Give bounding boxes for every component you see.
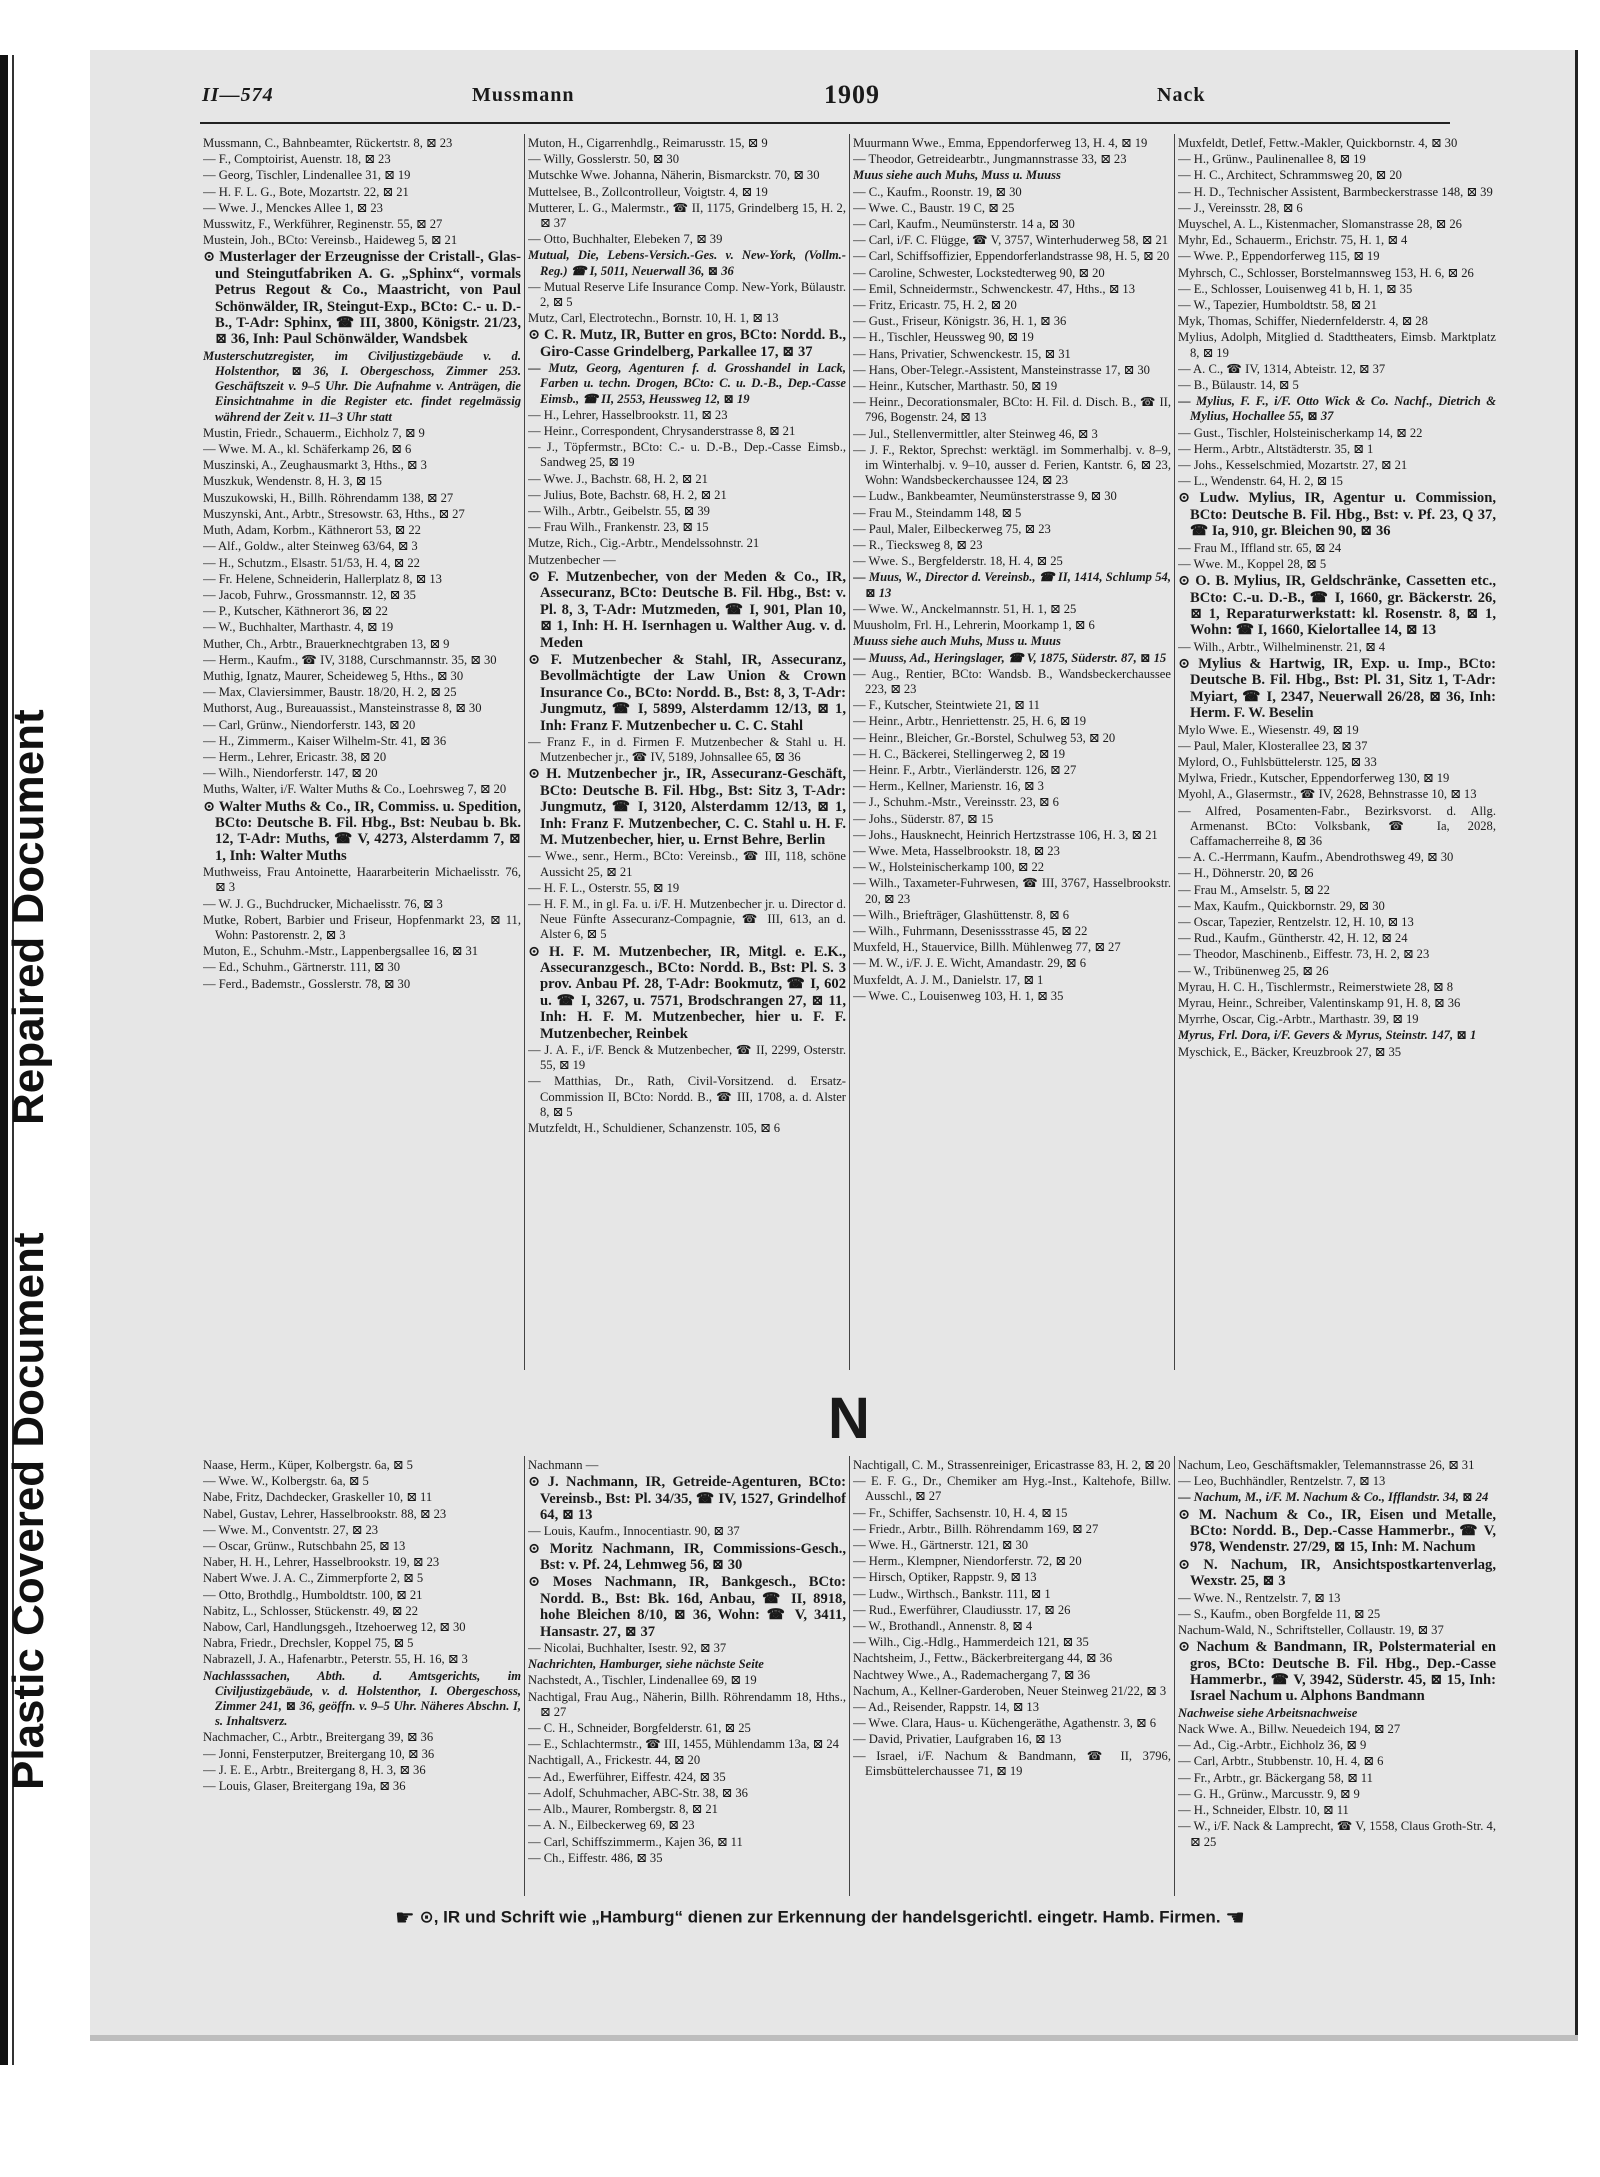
directory-entry: Myhr, Ed., Schauerm., Erichstr. 75, H. 1, ⊠ 4: [1178, 233, 1408, 248]
bottom-column-3: [853, 1458, 1171, 1894]
directory-entry: Nachtigall, C. M., Strassenreiniger, Ericastrasse 83, H. 2, ⊠ 20: [853, 1458, 1171, 1472]
directory-entry: Mutze, Rich., Cig.-Arbtr., Mendelssohnstr. 21: [528, 536, 760, 551]
directory-entry: — Ludw., Bankbeamter, Neumünsterstrasse 9, ⊠ 30: [853, 489, 1117, 504]
directory-entry: Myschick, E., Bäcker, Kreuzbrook 27, ⊠ 35: [1178, 1044, 1402, 1059]
directory-entry: — Emil, Schneidermstr., Schwenckestr. 47, Hths., ⊠ 13: [853, 281, 1135, 296]
directory-entry: — P., Kutscher, Käthnerort 36, ⊠ 22: [203, 604, 388, 619]
directory-entry: Nachtwey Wwe., A., Rademachergang 7, ⊠ 36: [853, 1667, 1091, 1682]
directory-entry: — H., Döhnerstr. 20, ⊠ 26: [1178, 866, 1314, 881]
directory-entry: — Ludw., Wirthsch., Bankstr. 111, ⊠ 1: [853, 1586, 1051, 1601]
directory-entry: ⊙ M. Nachum & Co., IR, Eisen und Metalle, BCto: Nordd. B., Dep.-Casse Hammerbr., ☎ V, 978, Wendenstr. 27/29, ⊠ 15, Inh: M. Nachum: [1178, 1506, 1496, 1556]
directory-entry: Mutz, Carl, Electrotechn., Bornstr. 10, H. 1, ⊠ 13: [528, 311, 779, 326]
directory-entry: — Matthias, Dr., Rath, Civil-Vorsitzend. d. Ersatz-Commission II, BCto: Nordd. B., ☎ III, 1708, a. d. Alster 8, ⊠ 5: [528, 1074, 846, 1119]
directory-entry: ⊙ N. Nachum, IR, Ansichtspostkartenverlag, Wexstr. 25, ⊠ 3: [1178, 1556, 1496, 1590]
directory-entry: — Carl, Grünw., Niendorferstr. 143, ⊠ 20: [203, 717, 416, 732]
directory-entry: Muton, H., Cigarrenhdlg., Reimarusstr. 15, ⊠ 9: [528, 136, 768, 150]
directory-entry: — Adolf, Schuhmacher, ABC-Str. 38, ⊠ 36: [528, 1785, 748, 1800]
directory-entry: — Heinr. F., Arbtr., Vierländerstr. 126, ⊠ 27: [853, 762, 1077, 777]
directory-entry: — Heinr., Correspondent, Chrysanderstrasse 8, ⊠ 21: [528, 424, 796, 439]
directory-entry: — Rud., Kaufm., Güntherstr. 42, H. 12, ⊠ 24: [1178, 931, 1408, 946]
directory-entry: — Fr., Arbtr., gr. Bäckergang 58, ⊠ 11: [1178, 1770, 1373, 1785]
directory-entry: — Theodor, Getreidearbtr., Jungmannstrasse 33, ⊠ 23: [853, 152, 1127, 167]
directory-entry: — M. W., i/F. J. E. Wicht, Amandastr. 29, ⊠ 6: [853, 956, 1087, 971]
directory-entry: Nabrazell, J. A., Hafenarbtr., Peterstr. 55, H. 16, ⊠ 3: [203, 1652, 468, 1667]
directory-entry: Myrau, Heinr., Schreiber, Valentinskamp 91, H. 8, ⊠ 36: [1178, 996, 1461, 1010]
directory-entry: — Wilh., Fuhrmann, Desenissstrasse 45, ⊠ 22: [853, 923, 1088, 938]
directory-entry: Muszkuk, Wendenstr. 8, H. 3, ⊠ 15: [203, 474, 382, 489]
directory-entry: — Heinr., Arbtr., Henriettenstr. 25, H. 6, ⊠ 19: [853, 714, 1087, 729]
directory-entry: — Wwe. Meta, Hasselbrookstr. 18, ⊠ 23: [853, 843, 1060, 858]
directory-entry: ⊙ F. Mutzenbecher, von der Meden & Co., IR, Assecuranz, BCto: Deutsche B. Fil. Hbg., Bst: v. Pl. 8, 3, T-Adr: Mutzmeden, ☎ I, 901, Plan 10, ⊠ 1, Inh: H. H. Isernhagen u. Walther Aug. v. d. Meden: [528, 568, 846, 651]
directory-entry: — Johs., Hausknecht, Heinrich Hertzstrasse 106, H. 3, ⊠ 21: [853, 827, 1158, 842]
directory-entry: ⊙ F. Mutzenbecher & Stahl, IR, Assecuranz, Bevollmächtigte der Law Union & Crown Insurance Co., BCto: Nordd. B., Bst: 8, 3, T-Adr: Jungmutz, ☎ I, 5899, Alsterdamm 12/13, ⊠ 1, Inh: Franz F. Mutzenbecher u. C. C. Stahl: [528, 651, 846, 734]
directory-entry: — W., Tribünenweg 25, ⊠ 26: [1178, 963, 1329, 978]
directory-entry: — David, Privatier, Laufgraben 16, ⊠ 13: [853, 1732, 1062, 1747]
directory-entry: Muths, Walter, i/F. Walter Muths & Co., Loehrsweg 7, ⊠ 20: [203, 782, 507, 797]
directory-entry: — H. C., Architect, Schrammsweg 20, ⊠ 20: [1178, 168, 1402, 183]
directory-entry: — H. D., Technischer Assistent, Barmbeckerstrasse 148, ⊠ 39: [1178, 184, 1493, 199]
directory-entry: — Wwe. M., Koppel 28, ⊠ 5: [1178, 556, 1327, 571]
directory-entry: — Wwe. Clara, Haus- u. Küchengeräthe, Agathenstr. 3, ⊠ 6: [853, 1716, 1157, 1731]
directory-entry: Nack Wwe. A., Billw. Neuedeich 194, ⊠ 27: [1178, 1722, 1401, 1737]
pointing-hand-right-icon: ☛: [394, 1905, 415, 1930]
directory-entry: — Fritz, Ericastr. 75, H. 2, ⊠ 20: [853, 298, 1017, 313]
directory-entry: — Willy, Gosslerstr. 50, ⊠ 30: [528, 152, 680, 167]
directory-entry: ⊙ H. F. M. Mutzenbecher, IR, Mitgl. e. E.K., Assecuranzgesch., BCto: Nordd. B., Bst: Pl. S. 3 prov. Anbau Pf. 28, T-Adr: Bookmutz, ☎ I, 602 u. ☎ I, 3267, u. 7571, Brodschrangen 27, ⊠ 11, Inh: H. F. M. Mutzenbecher, hier u. F. F. Mutzenbecher, Reinbek: [528, 943, 846, 1042]
directory-entry: — H. F. M., in gl. Fa. u. i/F. H. Mutzenbecher jr. u. Director d. Neue Fünfte Assecuranz-Compagnie, ☎ III, 613, an d. Alster 6, ⊠ 5: [528, 897, 846, 942]
directory-entry: — Herm., Kaufm., ☎ IV, 3188, Curschmannstr. 35, ⊠ 30: [203, 652, 497, 667]
directory-entry: — Rud., Ewerführer, Claudiusstr. 17, ⊠ 26: [853, 1602, 1071, 1617]
directory-entry: — Gust., Tischler, Holsteinischerkamp 14, ⊠ 22: [1178, 425, 1423, 440]
directory-entry: — Herm., Arbtr., Altstädterstr. 35, ⊠ 1: [1178, 441, 1374, 456]
directory-entry: — W., i/F. Nack & Lamprecht, ☎ V, 1558, Claus Groth-Str. 4, ⊠ 25: [1178, 1819, 1496, 1849]
directory-entry: — Carl, Arbtr., Stubbenstr. 10, H. 4, ⊠ 6: [1178, 1754, 1384, 1769]
directory-entry: Muxfeld, H., Stauervice, Billh. Mühlenweg 77, ⊠ 27: [853, 940, 1121, 955]
directory-entry: — Herm., Kellner, Marienstr. 16, ⊠ 3: [853, 779, 1044, 794]
directory-entry: — H., Zimmerm., Kaiser Wilhelm-Str. 41, ⊠ 36: [203, 733, 447, 748]
directory-entry: ⊙ Walter Muths & Co., IR, Commiss. u. Spedition, BCto: Deutsche B. Fil. Hbg., Bst: Neubau b. Bk. 12, T-Adr: Muths, ☎ V, 4273, Alsterdamm 7, ⊠ 1, Inh: Walter Muths: [203, 798, 521, 864]
directory-entry: — Herm., Klempner, Niendorferstr. 72, ⊠ 20: [853, 1554, 1082, 1569]
directory-entry: — Wwe. N., Rentzelstr. 7, ⊠ 13: [1178, 1590, 1341, 1605]
directory-entry: — F., Comptoirist, Auenstr. 18, ⊠ 23: [203, 152, 391, 167]
directory-entry: — H., Schutzm., Elsastr. 51/53, H. 4, ⊠ 22: [203, 555, 420, 570]
directory-entry: — Louis, Glaser, Breitergang 19a, ⊠ 36: [203, 1779, 406, 1794]
bottom-column-1: [203, 1458, 521, 1894]
directory-entry: — H., Tischler, Heussweg 90, ⊠ 19: [853, 330, 1034, 345]
directory-entry: — Muuss, Ad., Heringslager, ☎ V, 1875, Süderstr. 87, ⊠ 15: [853, 650, 1167, 665]
directory-entry: — L., Wendenstr. 64, H. 2, ⊠ 15: [1178, 474, 1343, 489]
directory-entry: — H., Schneider, Elbstr. 10, ⊠ 11: [1178, 1803, 1349, 1818]
directory-entry: Myrus, Frl. Dora, i/F. Gevers & Myrus, Steinstr. 147, ⊠ 1: [1178, 1028, 1477, 1043]
directory-entry: — H., Grünw., Paulinenallee 8, ⊠ 19: [1178, 152, 1366, 167]
top-column-3: [853, 136, 1171, 1368]
directory-entry: Mylo Wwe. E., Wiesenstr. 49, ⊠ 19: [1178, 722, 1359, 737]
directory-entry: — Wwe. M. A., kl. Schäferkamp 26, ⊠ 6: [203, 442, 412, 457]
directory-entry: Muton, E., Schuhm.-Mstr., Lappenbergsallee 16, ⊠ 31: [203, 944, 479, 959]
directory-entry: ⊙ O. B. Mylius, IR, Geldschränke, Cassetten etc., BCto: C.-u. D.-B., ☎ I, 1660, gr. Bäckerstr. 26, ⊠ 1, Reparaturwerkstatt: kl. Rosenstr. 8, ⊠ 1, Wohn: ☎ I, 1660, Kielortallee 14, ⊠ 13: [1178, 573, 1496, 639]
page-number: II—574: [202, 84, 274, 106]
directory-entry: Naase, Herm., Küper, Kolbergstr. 6a, ⊠ 5: [203, 1458, 413, 1472]
directory-entry: — Wwe. J., Menckes Allee 1, ⊠ 23: [203, 200, 383, 215]
directory-entry: — Wilh., Briefträger, Glashüttenstr. 8, ⊠ 6: [853, 907, 1070, 922]
column-divider: [849, 134, 850, 1370]
directory-entry: — Carl, Schiffszimmerm., Kajen 36, ⊠ 11: [528, 1834, 743, 1849]
directory-entry: — J. A. F., i/F. Benck & Mutzenbecher, ☎ II, 2299, Osterstr. 55, ⊠ 19: [528, 1043, 846, 1073]
directory-entry: — Mutual Reserve Life Insurance Comp. New-York, Bülaustr. 2, ⊠ 5: [528, 279, 846, 310]
directory-entry: ⊙ Nachum & Bandmann, IR, Polstermaterial en gros, BCto: Deutsche B. Fil. Hbg., Dep.-Casse Hammerbr., ☎ V, 3942, Süderstr. 45, ⊠ 15, Inh: Israel Nachum u. Alphons Bandmann: [1178, 1639, 1496, 1705]
directory-entry: — Frau M., Steindamm 148, ⊠ 5: [853, 505, 1022, 520]
directory-entry: Nabra, Friedr., Drechsler, Koppel 75, ⊠ 5: [203, 1636, 414, 1651]
page-header: [112, 80, 1472, 120]
directory-entry: — Hans, Ober-Telegr.-Assistent, Mansteinstrasse 17, ⊠ 30: [853, 362, 1150, 377]
page-right-edge: [1575, 50, 1578, 2035]
directory-entry: — A. C., ☎ IV, 1314, Abteistr. 12, ⊠ 37: [1178, 361, 1386, 376]
directory-entry: — Wilh., Taxameter-Fuhrwesen, ☎ III, 3767, Hasselbrookstr. 20, ⊠ 23: [853, 876, 1171, 906]
directory-entry: Muszinski, A., Zeughausmarkt 3, Hths., ⊠ 3: [203, 458, 427, 473]
header-rule: [200, 122, 1450, 124]
directory-entry: — S., Kaufm., oben Borgfelde 11, ⊠ 25: [1178, 1606, 1381, 1621]
directory-entry: ⊙ C. R. Mutz, IR, Butter en gros, BCto: Nordd. B., Giro-Casse Grindelberg, Parkallee 17, ⊠ 37: [528, 327, 846, 360]
directory-entry: — H. F. L. G., Bote, Mozartstr. 22, ⊠ 21: [203, 184, 409, 199]
directory-entry: — Wwe. M., Conventstr. 27, ⊠ 23: [203, 1522, 379, 1537]
directory-entry: ⊙ H. Mutzenbecher jr., IR, Assecuranz-Geschäft, BCto: Deutsche B. Fil. Hbg., Bst: Sitz 3, T-Adr: Jungmutz, ☎ I, 3120, Alsterdamm 12/13, ⊠ 1, Inh: Franz F. Mutzenbecher, C. C. Stahl u. H. F. M. Mutzenbecher, hier, u. Ernst Behre, Berlin: [528, 766, 846, 848]
directory-entry: — Paul, Maler, Eilbeckerweg 75, ⊠ 23: [853, 521, 1051, 536]
directory-entry: — J. E. E., Arbtr., Breitergang 8, H. 3, ⊠ 36: [203, 1762, 426, 1777]
directory-entry: Nachum-Wald, N., Schriftsteller, Collaustr. 19, ⊠ 37: [1178, 1623, 1444, 1638]
directory-entry: — Herm., Lehrer, Ericastr. 38, ⊠ 20: [203, 749, 387, 764]
directory-entry: — Frau M., Amselstr. 5, ⊠ 22: [1178, 882, 1330, 897]
directory-entry: Muurmann Wwe., Emma, Eppendorferweg 13, H. 4, ⊠ 19: [853, 136, 1148, 150]
directory-entry: Muth, Adam, Korbm., Käthnerort 53, ⊠ 22: [203, 523, 421, 538]
top-column-1: [203, 136, 521, 1368]
directory-entry: — A. C.-Herrmann, Kaufm., Abendrothsweg 49, ⊠ 30: [1178, 850, 1454, 865]
plastic-covered-label: Plastic Covered Document: [4, 1232, 53, 1790]
directory-entry: Nabitz, L., Schlosser, Stückenstr. 49, ⊠ 22: [203, 1603, 419, 1618]
directory-entry: — Max, Kaufm., Quickbornstr. 29, ⊠ 30: [1178, 898, 1385, 913]
directory-entry: Myhrsch, C., Schlosser, Borstelmannsweg 153, H. 6, ⊠ 26: [1178, 265, 1474, 280]
directory-entry: Myrau, H. C. H., Tischlermstr., Reimerstwiete 28, ⊠ 8: [1178, 979, 1454, 994]
directory-entry: — Wwe., senr., Herm., BCto: Vereinsb., ☎ III, 118, schöne Aussicht 25, ⊠ 21: [528, 849, 846, 879]
directory-entry: Nabe, Fritz, Dachdecker, Graskeller 10, ⊠ 11: [203, 1490, 433, 1505]
directory-entry: — B., Bülaustr. 14, ⊠ 5: [1178, 378, 1299, 393]
directory-entry: — Alb., Maurer, Rombergstr. 8, ⊠ 21: [528, 1802, 718, 1817]
directory-entry: — Carl, Kaufm., Neumünsterstr. 14 a, ⊠ 30: [853, 217, 1075, 232]
directory-entry: — Mutz, Georg, Agenturen f. d. Grosshandel in Lack, Farben u. techn. Drogen, BCto: C. u. D.-B., Dep.-Casse Eimsb., ☎ II, 2553, Heussweg 12, ⊠ 19: [528, 361, 846, 406]
directory-entry: Nabow, Carl, Handlungsgeh., Itzehoerweg 12, ⊠ 30: [203, 1620, 466, 1635]
directory-entry: — Caroline, Schwester, Lockstedterweg 90, ⊠ 20: [853, 265, 1105, 280]
directory-entry: — Hans, Privatier, Schwenckestr. 15, ⊠ 31: [853, 346, 1071, 361]
directory-entry: — Alfred, Posamenten-Fabr., Bezirksvorst. d. Allg. Armenanst. BCto: Volksbank, ☎ Ia, 2028, Caffamacherreihe 8, ⊠ 36: [1178, 803, 1496, 848]
directory-entry: Nachmann —: [528, 1458, 599, 1472]
directory-entry: — Louis, Kaufm., Innocentiastr. 90, ⊠ 37: [528, 1524, 740, 1539]
directory-entry: — G. H., Grünw., Marcusstr. 9, ⊠ 9: [1178, 1786, 1360, 1801]
column-divider: [1174, 134, 1175, 1370]
directory-entry: — Franz F., in d. Firmen F. Mutzenbecher & Stahl u. H. Mutzenbecher jr., ☎ IV, 5189, Johnsallee 65, ⊠ 36: [528, 734, 846, 765]
directory-entry: — Gust., Friseur, Königstr. 36, H. 1, ⊠ 36: [853, 314, 1067, 329]
directory-entry: — Aug., Rentier, BCto: Wandsb. B., Wandsbeckerchaussee 223, ⊠ 23: [853, 666, 1171, 696]
directory-entry: Nachlasssachen, Abth. d. Amtsgerichts, im Civiljustizgebäude, v. d. Holstenthor, I. Obergeschoss, Zimmer 241, ⊠ 36, geöffn. v. 9–5 Uhr. Näheres Abschn. I, s. Inhaltsverz.: [203, 1668, 521, 1729]
bottom-column-4: [1178, 1458, 1496, 1894]
directory-entry: — W., Tapezier, Humboldtstr. 58, ⊠ 21: [1178, 298, 1377, 313]
directory-entry: Naber, H. H., Lehrer, Hasselbrookstr. 19, ⊠ 23: [203, 1555, 440, 1570]
directory-entry: Mutual, Die, Lebens-Versich.-Ges. v. New-York, (Vollm.-Reg.) ☎ I, 5011, Neuerwall 36, ⊠ 36: [528, 248, 846, 278]
directory-entry: Mutke, Robert, Barbier und Friseur, Hopfenmarkt 23, ⊠ 11, Wohn: Pastorenstr. 2, ⊠ 3: [203, 912, 521, 942]
directory-entry: ⊙ Moritz Nachmann, IR, Commissions-Gesch., Bst: v. Pf. 24, Lehmweg 56, ⊠ 30: [528, 1540, 846, 1574]
directory-entry: — Johs., Süderstr. 87, ⊠ 15: [853, 811, 994, 826]
directory-entry: Musterschutzregister, im Civiljustizgebäude v. d. Holstenthor, ⊠ 36, I. Obergeschoss, Zimmer 253. Geschäftszeit v. 9–5 Uhr. Die Aufnahme v. Anträgen, die Einsichtnahme in die Register etc. findet regelmässig während der Zeit v. 11–3 Uhr statt: [203, 348, 521, 424]
directory-entry: Muthig, Ignatz, Maurer, Scheideweg 5, Hths., ⊠ 30: [203, 668, 464, 683]
directory-entry: — J., Schuhm.-Mstr., Vereinsstr. 23, ⊠ 6: [853, 795, 1059, 810]
directory-entry: Mylwa, Friedr., Kutscher, Eppendorferweg 130, ⊠ 19: [1178, 771, 1450, 786]
directory-entry: ⊙ Ludw. Mylius, IR, Agentur u. Commission, BCto: Deutsche B. Fil. Hbg., Bst: v. Pf. 23, Q 37, ☎ Ia, 910, gr. Bleichen 90, ⊠ 36: [1178, 490, 1496, 540]
directory-entry: Muxfeldt, Detlef, Fettw.-Makler, Quickbornstr. 4, ⊠ 30: [1178, 136, 1458, 150]
header-last-name: Nack: [1157, 84, 1206, 106]
directory-entry: Nabert Wwe. J. A. C., Zimmerpforte 2, ⊠ 5: [203, 1571, 424, 1586]
column-divider: [524, 1456, 525, 1896]
directory-entry: Muyschel, A. L., Kistenmacher, Slomanstrasse 28, ⊠ 26: [1178, 217, 1462, 232]
directory-entry: — Carl, i/F. C. Flügge, ☎ V, 3757, Winterhuderweg 58, ⊠ 21: [853, 233, 1169, 248]
directory-entry: — Fr., Schiffer, Sachsenstr. 10, H. 4, ⊠ 15: [853, 1505, 1068, 1520]
directory-entry: — E., Schlachtermstr., ☎ III, 1455, Mühlendamm 13a, ⊠ 24: [528, 1737, 839, 1752]
directory-entry: — Leo, Buchhändler, Rentzelstr. 7, ⊠ 13: [1178, 1474, 1386, 1489]
directory-entry: — Heinr., Bleicher, Gr.-Borstel, Schulweg 53, ⊠ 20: [853, 730, 1116, 745]
directory-entry: — Ed., Schuhm., Gärtnerstr. 111, ⊠ 30: [203, 960, 401, 975]
directory-entry: ⊙ Mylius & Hartwig, IR, Exp. u. Imp., BCto: Deutsche B. Fil. Hbg., Bst: Pl. 31, Sitz 1, T-Adr: Myiart, ☎ I, 2347, Neuerwall 26/28, ⊠ 36, Inh: Herm. F. W. Beselin: [1178, 655, 1496, 722]
directory-entry: Muttelsee, B., Zollcontrolleur, Voigtstr. 4, ⊠ 19: [528, 184, 768, 199]
directory-entry: — Theodor, Maschinenb., Eiffestr. 73, H. 2, ⊠ 23: [1178, 947, 1430, 962]
directory-entry: Muthorst, Aug., Bureauassist., Mansteinstrasse 8, ⊠ 30: [203, 701, 482, 716]
column-divider: [849, 1456, 850, 1896]
pointing-hand-left-icon: ☚: [1225, 1905, 1246, 1930]
section-letter: N: [828, 1386, 870, 1451]
directory-entry: — Oscar, Tapezier, Rentzelstr. 12, H. 10, ⊠ 13: [1178, 914, 1414, 929]
directory-entry: Mutzfeldt, H., Schuldiener, Schanzenstr. 105, ⊠ 6: [528, 1121, 781, 1136]
directory-entry: Mutschke Wwe. Johanna, Näherin, Bismarckstr. 70, ⊠ 30: [528, 168, 820, 183]
directory-entry: — Heinr., Kutscher, Marthastr. 50, ⊠ 19: [853, 379, 1058, 394]
directory-entry: — Mylius, F. F., i/F. Otto Wick & Co. Nachf., Dietrich & Mylius, Hochallee 55, ⊠ 37: [1178, 394, 1496, 424]
directory-entry: Nachum, A., Kellner-Garderoben, Neuer Steinweg 21/22, ⊠ 3: [853, 1683, 1167, 1698]
directory-entry: Mussmann, C., Bahnbeamter, Rückertstr. 8, ⊠ 23: [203, 136, 453, 150]
directory-entry: — Frau M., Iffland str. 65, ⊠ 24: [1178, 540, 1342, 555]
directory-entry: — Otto, Buchhalter, Elebeken 7, ⊠ 39: [528, 232, 723, 247]
directory-entry: — E. F. G., Dr., Chemiker am Hyg.-Inst., Kaltehofe, Billw. Ausschl., ⊠ 27: [853, 1474, 1171, 1504]
directory-entry: — Wwe. W., Kolbergstr. 6a, ⊠ 5: [203, 1474, 369, 1489]
directory-entry: — Julius, Bote, Bachstr. 68, H. 2, ⊠ 21: [528, 487, 727, 502]
directory-entry: — Jonni, Fensterputzer, Breitergang 10, ⊠ 36: [203, 1746, 435, 1761]
directory-entry: — Wwe. W., Anckelmannstr. 51, H. 1, ⊠ 25: [853, 601, 1077, 616]
directory-entry: — Ch., Eiffestr. 486, ⊠ 35: [528, 1850, 663, 1865]
directory-entry: Nabel, Gustav, Lehrer, Hasselbrookstr. 88, ⊠ 23: [203, 1506, 447, 1521]
directory-entry: ⊙ Moses Nachmann, IR, Bankgesch., BCto: Nordd. B., Bst: Bk. 16d, Anbau, ☎ II, 8918, hohe Bleichen 8/10, ⊠ 36, Wohn: ☎ V, 3411, Hansastr. 27, ⊠ 37: [528, 1574, 846, 1640]
directory-entry: Muusholm, Frl. H., Lehrerin, Moorkamp 1, ⊠ 6: [853, 618, 1095, 633]
directory-entry: Muther, Ch., Arbtr., Brauerknechtgraben 13, ⊠ 9: [203, 636, 450, 651]
directory-entry: Muus siehe auch Muhs, Muss u. Muuss: [853, 168, 1061, 183]
directory-entry: — Carl, Schiffsoffizier, Eppendorferlandstrasse 98, H. 5, ⊠ 20: [853, 249, 1170, 264]
directory-entry: — J., Vereinsstr. 28, ⊠ 6: [1178, 200, 1303, 215]
directory-entry: — Wilh., Niendorferstr. 147, ⊠ 20: [203, 766, 378, 781]
directory-entry: Mylord, O., Fuhlsbüttelerstr. 125, ⊠ 33: [1178, 754, 1377, 769]
directory-entry: — H. C., Bäckerei, Stellingerweg 2, ⊠ 19: [853, 746, 1066, 761]
directory-entry: Myohl, A., Glasermstr., ☎ IV, 2628, Behnstrasse 10, ⊠ 13: [1178, 787, 1477, 802]
directory-entry: — Wwe. H., Gärtnerstr. 121, ⊠ 30: [853, 1538, 1029, 1553]
directory-entry: — Otto, Brothdlg., Humboldtstr. 100, ⊠ 21: [203, 1587, 423, 1602]
directory-entry: Nachweise siehe Arbeitsnachweise: [1178, 1705, 1358, 1720]
directory-entry: — Wilh., Cig.-Hdlg., Hammerdeich 121, ⊠ 35: [853, 1635, 1089, 1650]
directory-entry: Myrrhe, Oscar, Cig.-Arbtr., Marthastr. 39, ⊠ 19: [1178, 1012, 1419, 1027]
directory-entry: — Friedr., Arbtr., Billh. Röhrendamm 169, ⊠ 27: [853, 1521, 1099, 1536]
bottom-column-2: [528, 1458, 846, 1894]
directory-entry: — Wilh., Arbtr., Geibelstr. 55, ⊠ 39: [528, 504, 710, 519]
directory-entry: — Georg, Tischler, Lindenallee 31, ⊠ 19: [203, 168, 411, 183]
directory-entry: — Alf., Goldw., alter Steinweg 63/64, ⊠ 3: [203, 539, 418, 554]
directory-entry: Mutterer, L. G., Malermstr., ☎ II, 1175, Grindelberg 15, H. 2, ⊠ 37: [528, 200, 846, 231]
directory-entry: — Heinr., Decorationsmaler, BCto: H. Fil. d. Disch. B., ☎ II, 796, Bogenstr. 24, ⊠ 13: [853, 395, 1171, 425]
directory-entry: Mutzenbecher —: [528, 552, 616, 567]
directory-entry: — Hirsch, Optiker, Rappstr. 9, ⊠ 13: [853, 1570, 1037, 1585]
directory-entry: Nachum, Leo, Geschäftsmakler, Telemannstrasse 26, ⊠ 31: [1178, 1458, 1475, 1472]
directory-entry: — Max, Claviersimmer, Baustr. 18/20, H. 2, ⊠ 25: [203, 685, 457, 700]
directory-entry: — A. N., Eilbeckerweg 69, ⊠ 23: [528, 1818, 695, 1833]
directory-entry: — F., Kutscher, Steintwiete 21, ⊠ 11: [853, 698, 1040, 713]
header-year: 1909: [824, 80, 880, 109]
header-first-name: Mussmann: [472, 84, 575, 106]
repaired-document-label: Repaired Document: [4, 709, 53, 1125]
directory-entry: Mustin, Friedr., Schauerm., Eichholz 7, ⊠ 9: [203, 425, 425, 440]
directory-entry: Muuss siehe auch Muhs, Muss u. Muus: [853, 634, 1061, 649]
page-bottom-shadow: [90, 2035, 1578, 2041]
directory-entry: — Wwe. C., Baustr. 19 C, ⊠ 25: [853, 200, 1015, 215]
directory-entry: — Wwe. P., Eppendorferweg 115, ⊠ 19: [1178, 249, 1380, 264]
directory-entry: — Jacob, Fuhrw., Grossmannstr. 12, ⊠ 35: [203, 587, 416, 602]
top-column-4: [1178, 136, 1496, 1368]
directory-entry: — R., Tiecksweg 8, ⊠ 23: [853, 538, 983, 553]
directory-entry: — Nicolai, Buchhalter, Isestr. 92, ⊠ 37: [528, 1641, 727, 1656]
column-divider: [1174, 1456, 1175, 1896]
directory-entry: — J. F., Rektor, Sprechst: werktägl. im Sommerhalbj. v. 8–9, im Winterhalbj. v. 9–10, ausser d. Ferien, Kantstr. 6, ⊠ 23, Wohn: Wandsbeckerchaussee 124, ⊠ 23: [853, 442, 1171, 488]
directory-entry: — Israel, i/F. Nachum & Bandmann, ☎ II, 3796, Eimsbüttelerchaussee 71, ⊠ 19: [853, 1748, 1171, 1778]
directory-entry: Musswitz, F., Werkführer, Reginenstr. 55, ⊠ 27: [203, 217, 443, 232]
directory-entry: Nachstedt, A., Tischler, Lindenallee 69, ⊠ 19: [528, 1673, 757, 1688]
directory-entry: Mylius, Adolph, Mitglied d. Stadttheaters, Eimsb. Marktplatz 8, ⊠ 19: [1178, 330, 1496, 360]
directory-entry: ⊙ J. Nachmann, IR, Getreide-Agenturen, BCto: Vereinsb., Bst: Pl. 34/35, ☎ IV, 1527, Grindelhof 64, ⊠ 13: [528, 1474, 846, 1524]
directory-entry: Mustein, Joh., BCto: Vereinsb., Haideweg 5, ⊠ 21: [203, 233, 458, 248]
directory-entry: — Jul., Stellenvermittler, alter Steinweg 46, ⊠ 3: [853, 426, 1098, 441]
directory-entry: Muszynski, Ant., Arbtr., Stresowstr. 63, Hths., ⊠ 27: [203, 506, 465, 521]
directory-entry: — C., Kaufm., Roonstr. 19, ⊠ 30: [853, 184, 1022, 199]
directory-entry: Nachtigal, Frau Aug., Näherin, Billh. Röhrendamm 18, Hths., ⊠ 27: [528, 1689, 846, 1719]
directory-entry: Muszukowski, H., Billh. Röhrendamm 138, ⊠ 27: [203, 490, 454, 505]
directory-entry: Nachmacher, C., Arbtr., Breitergang 39, ⊠ 36: [203, 1730, 434, 1745]
directory-entry: — Ad., Cig.-Arbtr., Eichholz 36, ⊠ 9: [1178, 1738, 1367, 1753]
directory-entry: — H. F. L., Osterstr. 55, ⊠ 19: [528, 880, 680, 895]
directory-entry: ⊙ Musterlager der Erzeugnisse der Cristall-, Glas- und Steingutfabriken A. G. „Sphinx“, vormals Petrus Regout & Co., Maastricht, von Paul Schönwälder, IR, Steingut-Exp., BCto: C.- u. D.-B., T-Adr: Sphinx, ☎ III, 3800, Königstr. 21/23, ⊠ 36, Inh: Paul Schönwälder, Wandsbek: [203, 249, 521, 348]
directory-entry: — C. H., Schneider, Borgfelderstr. 61, ⊠ 25: [528, 1721, 751, 1736]
directory-entry: — Wilh., Arbtr., Wilhelminenstr. 21, ⊠ 4: [1178, 639, 1386, 654]
directory-entry: — Ad., Reisender, Rappstr. 14, ⊠ 13: [853, 1700, 1039, 1715]
top-column-2: [528, 136, 846, 1368]
directory-entry: — Wwe. J., Bachstr. 68, H. 2, ⊠ 21: [528, 471, 708, 486]
directory-entry: — Frau Wilh., Frankenstr. 23, ⊠ 15: [528, 520, 709, 535]
directory-entry: — Fr. Helene, Schneiderin, Hallerplatz 8, ⊠ 13: [203, 571, 442, 586]
directory-entry: — J., Töpfermstr., BCto: C.- u. D.-B., Dep.-Casse Eimsb., Sandweg 25, ⊠ 19: [528, 440, 846, 470]
directory-entry: — Ad., Ewerführer, Eiffestr. 424, ⊠ 35: [528, 1769, 726, 1784]
directory-entry: — Oscar, Grünw., Rutschbahn 25, ⊠ 13: [203, 1539, 406, 1554]
directory-entry: — E., Schlosser, Louisenweg 41 b, H. 1, ⊠ 35: [1178, 281, 1413, 296]
directory-entry: Nachtigall, A., Frickestr. 44, ⊠ 20: [528, 1753, 701, 1768]
directory-entry: — H., Lehrer, Hasselbrookstr. 11, ⊠ 23: [528, 407, 728, 422]
directory-entry: Nachrichten, Hamburger, siehe nächste Seite: [528, 1657, 764, 1672]
directory-entry: Nachtsheim, J., Fettw., Bäckerbreitergang 44, ⊠ 36: [853, 1651, 1113, 1666]
directory-entry: — Muus, W., Director d. Vereinsb., ☎ II, 1414, Schlump 54, ⊠ 13: [853, 570, 1171, 600]
directory-entry: — Paul, Maler, Klosterallee 23, ⊠ 37: [1178, 738, 1368, 753]
directory-entry: Myk, Thomas, Schiffer, Niedernfelderstr. 4, ⊠ 28: [1178, 314, 1428, 329]
directory-entry: — Wwe. S., Bergfelderstr. 18, H. 4, ⊠ 25: [853, 554, 1063, 569]
directory-entry: Muxfeldt, A. J. M., Danielstr. 17, ⊠ 1: [853, 972, 1044, 987]
directory-entry: — W. J. G., Buchdrucker, Michaelisstr. 76, ⊠ 3: [203, 896, 443, 911]
directory-entry: — Johs., Kesselschmied, Mozartstr. 27, ⊠ 21: [1178, 458, 1408, 473]
directory-entry: — W., Holsteinischerkamp 100, ⊠ 22: [853, 860, 1045, 875]
directory-entry: — Ferd., Bademstr., Gosslerstr. 78, ⊠ 30: [203, 976, 411, 991]
directory-entry: — Nachum, M., i/F. M. Nachum & Co., Ifflandstr. 34, ⊠ 24: [1178, 1490, 1489, 1505]
directory-entry: Muthweiss, Frau Antoinette, Haararbeiterin Michaelisstr. 76, ⊠ 3: [203, 865, 521, 895]
footer-note: [210, 1905, 1430, 1931]
directory-entry: — Wwe. C., Louisenweg 103, H. 1, ⊠ 35: [853, 988, 1064, 1003]
footer-text: ⊙, IR und Schrift wie „Hamburg“ dienen zur Erkennung der handelsgerichtl. eingetr. Hamb. Firmen.: [419, 1907, 1221, 1927]
directory-entry: — W., Brothandl., Annenstr. 8, ⊠ 4: [853, 1619, 1033, 1634]
column-divider: [524, 134, 525, 1370]
directory-entry: — W., Buchhalter, Marthastr. 4, ⊠ 19: [203, 620, 394, 635]
